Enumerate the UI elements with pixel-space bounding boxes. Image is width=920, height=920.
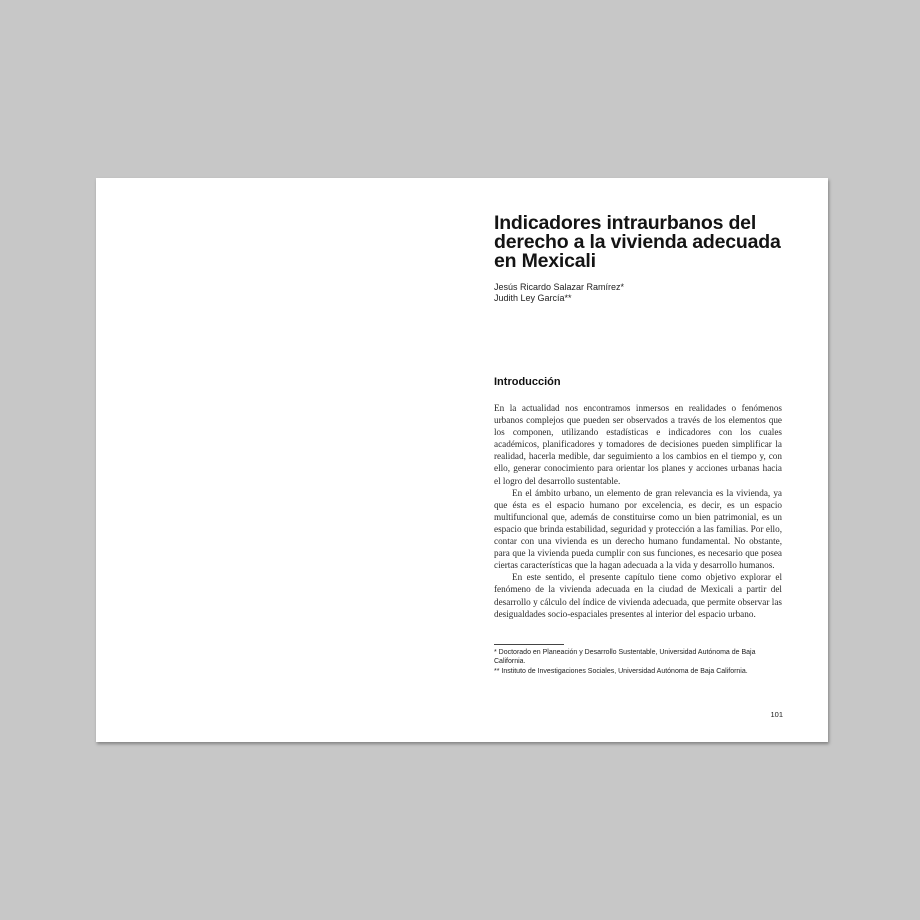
body-text bbox=[494, 402, 782, 620]
footnote: ** Instituto de Investigaciones Sociales, Universidad Autónoma de Baja California. bbox=[494, 667, 748, 675]
section-heading: Introducción bbox=[494, 376, 561, 388]
footnote: * Doctorado en Planeación y Desarrollo Sustentable, Universidad Autónoma de Baja California. bbox=[494, 649, 756, 666]
author-list bbox=[494, 282, 782, 304]
chapter-title: Indicadores intraurbanos del derecho a la vivienda adecuada en Mexicali bbox=[494, 212, 781, 272]
left-page-blank bbox=[96, 178, 462, 742]
footnotes bbox=[494, 648, 782, 676]
right-page bbox=[462, 178, 828, 742]
paragraph: En este sentido, el presente capítulo tiene como objetivo explorar el fenómeno de la vivienda adecuada en la ciudad de Mexicali a partir del desarrollo y cálculo del índice de vivienda adecuada, que permite observar las desigualdades socio-espaciales presentes al interior del espacio urbano. bbox=[494, 572, 782, 619]
paragraph: En la actualidad nos encontramos inmersos en realidades o fenómenos urbanos complejos que pueden ser observados a través de los elementos que los componen, utilizando estadísticas e indicadores con los cuales académicos, planificadores y tomadores de decisiones pueden simplificar la realidad, hacerla medible, dar seguimiento a los cambios en el tiempo y, con ello, generar conocimiento para orientar los planes y acciones urbanas hacia el logro del desarrollo sustentable. bbox=[494, 403, 782, 486]
paragraph: En el ámbito urbano, un elemento de gran relevancia es la vivienda, ya que ésta es el espacio humano por excelencia, es decir, es un espacio multifuncional que, además de constituirse como un bien patrimonial, es un espacio que brinda estabilidad, seguridad y protección a las familias. Por ello, contar con una vivienda es un derecho humano fundamental. No obstante, para que la vivienda pueda cumplir con sus funciones, es necesario que posea ciertas características que la hagan adecuada a la vida y desarrollo humanos. bbox=[494, 487, 782, 571]
author-name: Jesús Ricardo Salazar Ramírez* bbox=[494, 282, 625, 292]
page-number: 101 bbox=[770, 710, 783, 719]
footnote-divider bbox=[494, 644, 564, 645]
author-name: Judith Ley García** bbox=[494, 293, 572, 303]
book-spread bbox=[96, 178, 828, 742]
